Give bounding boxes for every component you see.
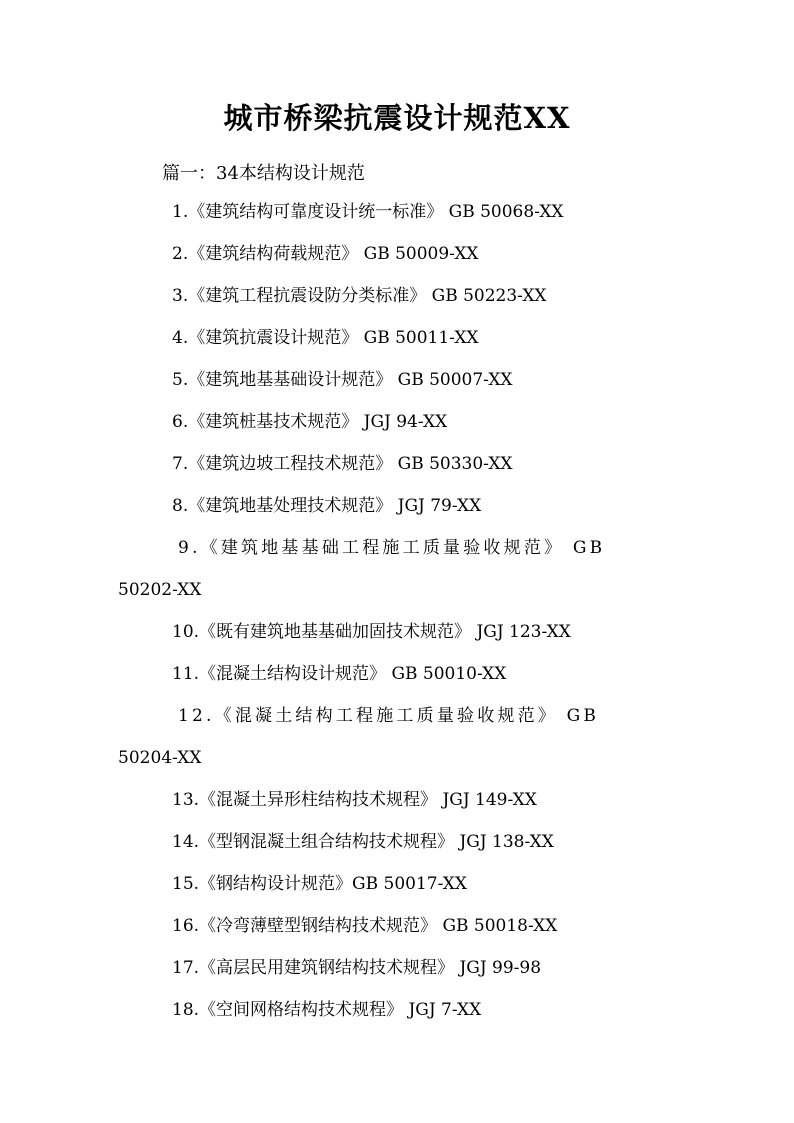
list-item-text: 16.《冷弯薄壁型钢结构技术规范》 GB 50018-XX bbox=[172, 916, 558, 936]
list-item-text: 11.《混凝土结构设计规范》 GB 50010-XX bbox=[172, 664, 507, 684]
page-title: 城市桥梁抗震设计规范XX bbox=[223, 101, 571, 135]
list-item-text: 3.《建筑工程抗震设防分类标准》 GB 50223-XX bbox=[172, 286, 547, 306]
list-item-text: 14.《型钢混凝土组合结构技术规程》 JGJ 138-XX bbox=[172, 832, 554, 852]
list-item-continuation: 50202-XX bbox=[118, 580, 202, 600]
list-item-text: 5.《建筑地基基础设计规范》 GB 50007-XX bbox=[172, 370, 513, 390]
list-item-text: 15.《钢结构设计规范》GB 50017-XX bbox=[172, 874, 467, 894]
list-item-text: 6.《建筑桩基技术规范》 JGJ 94-XX bbox=[172, 412, 448, 432]
list-item-text: 7.《建筑边坡工程技术规范》 GB 50330-XX bbox=[172, 454, 513, 474]
list-item-text: 17.《高层民用建筑钢结构技术规程》 JGJ 99-98 bbox=[172, 958, 542, 978]
list-item-text: 1.《建筑结构可靠度设计统一标准》 GB 50068-XX bbox=[172, 202, 564, 222]
list-item-text: 4.《建筑抗震设计规范》 GB 50011-XX bbox=[172, 328, 479, 348]
list-item-text: 12.《混凝土结构工程施工质量验收规范》 GB bbox=[178, 706, 600, 726]
list-item-text: 8.《建筑地基处理技术规范》 JGJ 79-XX bbox=[172, 496, 482, 516]
list-item-text: 18.《空间网格结构技术规程》 JGJ 7-XX bbox=[172, 1000, 482, 1020]
list-item-text: 13.《混凝土异形柱结构技术规程》 JGJ 149-XX bbox=[172, 790, 537, 810]
list-item-continuation: 50204-XX bbox=[118, 748, 202, 768]
list-item-text: 2.《建筑结构荷载规范》 GB 50009-XX bbox=[172, 244, 479, 264]
section-heading: 篇一：34本结构设计规范 bbox=[162, 163, 365, 184]
list-item-text: 10.《既有建筑地基基础加固技术规范》 JGJ 123-XX bbox=[172, 622, 571, 642]
list-item-text: 9.《建筑地基基础工程施工质量验收规范》 GB bbox=[178, 538, 606, 558]
